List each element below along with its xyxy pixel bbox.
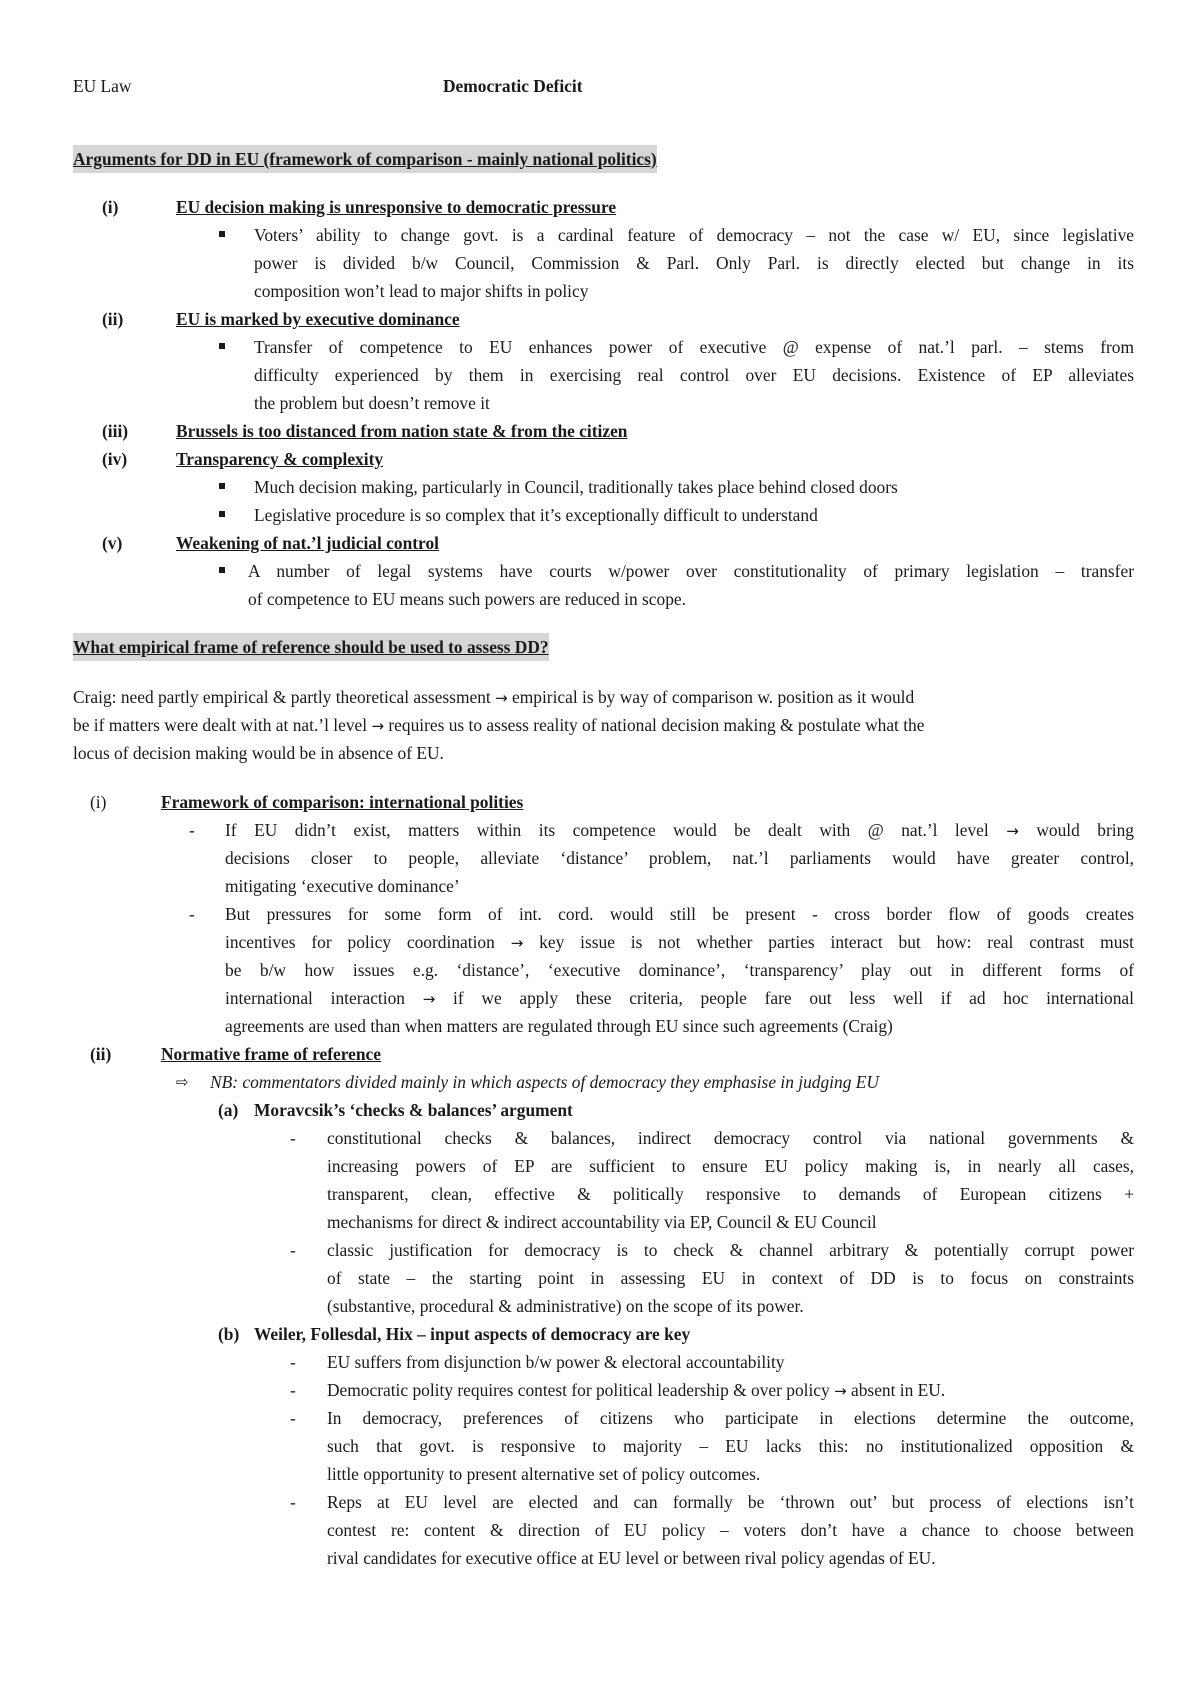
dash-marker: -	[290, 1380, 296, 1400]
section-heading-arguments: Arguments for DD in EU (framework of comparison - mainly national politics)	[73, 145, 657, 173]
item-title: Weakening of nat.’l judicial control	[176, 533, 439, 553]
bullet-text: A number of legal systems have courts w/power over constitutionality of primary legislation – transfer	[248, 561, 1134, 581]
dash-text: of state – the starting point in assessing EU in context of DD is to focus on constraints	[327, 1268, 1134, 1288]
dash-text: Democratic polity requires contest for political leadership & over policy → absent in EU.	[327, 1380, 946, 1400]
paragraph-text: Craig: need partly empirical & partly theoretical assessment → empirical is by way of comparison w. position as it would	[73, 687, 915, 707]
dash-text: mechanisms for direct & indirect accountability via EP, Council & EU Council	[327, 1212, 877, 1232]
dash-marker: -	[290, 1408, 296, 1428]
dash-text: increasing powers of EP are sufficient to ensure EU policy making is, in nearly all cases,	[327, 1156, 1134, 1176]
item-title: EU is marked by executive dominance	[176, 309, 460, 329]
sub-item-title: Moravcsik’s ‘checks & balances’ argument	[254, 1100, 573, 1120]
note-text: NB: commentators divided mainly in which aspects of democracy they emphasise in judging EU	[210, 1072, 879, 1092]
page-title: Democratic Deficit	[443, 76, 583, 96]
dash-text: But pressures for some form of int. cord. would still be present - cross border flow of goods creates	[225, 904, 1134, 924]
dash-text: (substantive, procedural & administrative) on the scope of its power.	[327, 1296, 804, 1316]
arrow-right-icon: →	[495, 689, 508, 707]
sub-item-label: (b)	[218, 1324, 240, 1344]
bullet-text: the problem but doesn’t remove it	[254, 393, 490, 413]
section-heading-frame-of-reference: What empirical frame of reference should be used to assess DD?	[73, 633, 549, 661]
arrow-right-icon: →	[510, 934, 524, 952]
item-number: (ii)	[102, 309, 124, 329]
dash-text: Reps at EU level are elected and can formally be ‘thrown out’ but process of elections isn’t	[327, 1492, 1134, 1512]
bullet-text: Much decision making, particularly in Council, traditionally takes place behind closed doors	[254, 477, 898, 497]
item-number: (v)	[102, 533, 123, 553]
bullet-square	[219, 343, 225, 349]
paragraph-text: locus of decision making would be in absence of EU.	[73, 743, 444, 763]
dash-text: such that govt. is responsive to majority – EU lacks this: no institutionalized opposition &	[327, 1436, 1134, 1456]
arrow-right-icon: →	[422, 990, 436, 1008]
bullet-text: of competence to EU means such powers are reduced in scope.	[248, 589, 686, 609]
dash-text: classic justification for democracy is to check & channel arbitrary & potentially corrupt power	[327, 1240, 1134, 1260]
bullet-text: composition won’t lead to major shifts in policy	[254, 281, 589, 301]
dash-text: little opportunity to present alternative set of policy outcomes.	[327, 1464, 761, 1484]
item-number: (ii)	[90, 1044, 112, 1064]
item-title: Normative frame of reference	[161, 1044, 381, 1064]
bullet-square	[219, 511, 225, 517]
course-label: EU Law	[73, 76, 132, 96]
dash-marker: -	[290, 1128, 296, 1148]
item-title: EU decision making is unresponsive to democratic pressure	[176, 197, 617, 217]
dash-text: contest re: content & direction of EU policy – voters don’t have a chance to choose between	[327, 1520, 1134, 1540]
sub-item-title: Weiler, Follesdal, Hix – input aspects of democracy are key	[254, 1324, 691, 1344]
dash-text: EU suffers from disjunction b/w power & electoral accountability	[327, 1352, 785, 1372]
hollow-arrow-icon: ⇨	[176, 1073, 189, 1091]
bullet-text: difficulty experienced by them in exercising real control over EU decisions. Existence of EP alleviates	[254, 365, 1134, 385]
dash-marker: -	[189, 820, 195, 840]
dash-marker: -	[290, 1240, 296, 1260]
bullet-square	[219, 483, 225, 489]
bullet-text: Legislative procedure is so complex that it’s exceptionally difficult to understand	[254, 505, 818, 525]
dash-text: be b/w how issues e.g. ‘distance’, ‘executive dominance’, ‘transparency’ play out in different forms of	[225, 960, 1134, 980]
bullet-text: power is divided b/w Council, Commission & Parl. Only Parl. is directly elected but change in its	[254, 253, 1134, 273]
dash-text: international interaction → if we apply these criteria, people fare out less well if ad hoc international	[225, 988, 1134, 1008]
dash-marker: -	[189, 904, 195, 924]
item-number: (iii)	[102, 421, 129, 441]
arrow-right-icon: →	[1006, 822, 1019, 840]
dash-text: rival candidates for executive office at EU level or between rival policy agendas of EU.	[327, 1548, 936, 1568]
dash-text: transparent, clean, effective & politically responsive to demands of European citizens +	[327, 1184, 1134, 1204]
sub-item-label: (a)	[218, 1100, 239, 1120]
bullet-text: Voters’ ability to change govt. is a cardinal feature of democracy – not the case w/ EU, since legislative	[254, 225, 1134, 245]
bullet-square	[219, 231, 225, 237]
item-title: Brussels is too distanced from nation state & from the citizen	[176, 421, 628, 441]
item-title: Transparency & complexity	[176, 449, 384, 469]
paragraph-text: be if matters were dealt with at nat.’l level → requires us to assess reality of national decision making & postulate what the	[73, 715, 925, 735]
item-number: (iv)	[102, 449, 128, 469]
arrow-right-icon: →	[834, 1382, 847, 1400]
dash-marker: -	[290, 1352, 296, 1372]
dash-text: If EU didn’t exist, matters within its competence would be dealt with @ nat.’l level → would bring	[225, 820, 1134, 840]
arrow-right-icon: →	[371, 717, 385, 735]
item-title: Framework of comparison: international polities	[161, 792, 524, 812]
item-number: (i)	[90, 792, 107, 812]
dash-text: constitutional checks & balances, indirect democracy control via national governments &	[327, 1128, 1134, 1148]
bullet-text: Transfer of competence to EU enhances power of executive @ expense of nat.’l parl. – stems from	[254, 337, 1134, 357]
dash-text: agreements are used than when matters are regulated through EU since such agreements (Craig)	[225, 1016, 893, 1036]
dash-text: incentives for policy coordination → key issue is not whether parties interact but how: real contrast must	[225, 932, 1134, 952]
item-number: (i)	[102, 197, 119, 217]
dash-text: decisions closer to people, alleviate ‘distance’ problem, nat.’l parliaments would have greater control,	[225, 848, 1134, 868]
bullet-square	[219, 567, 225, 573]
dash-marker: -	[290, 1492, 296, 1512]
dash-text: mitigating ‘executive dominance’	[225, 876, 460, 896]
dash-text: In democracy, preferences of citizens who participate in elections determine the outcome,	[327, 1408, 1134, 1428]
